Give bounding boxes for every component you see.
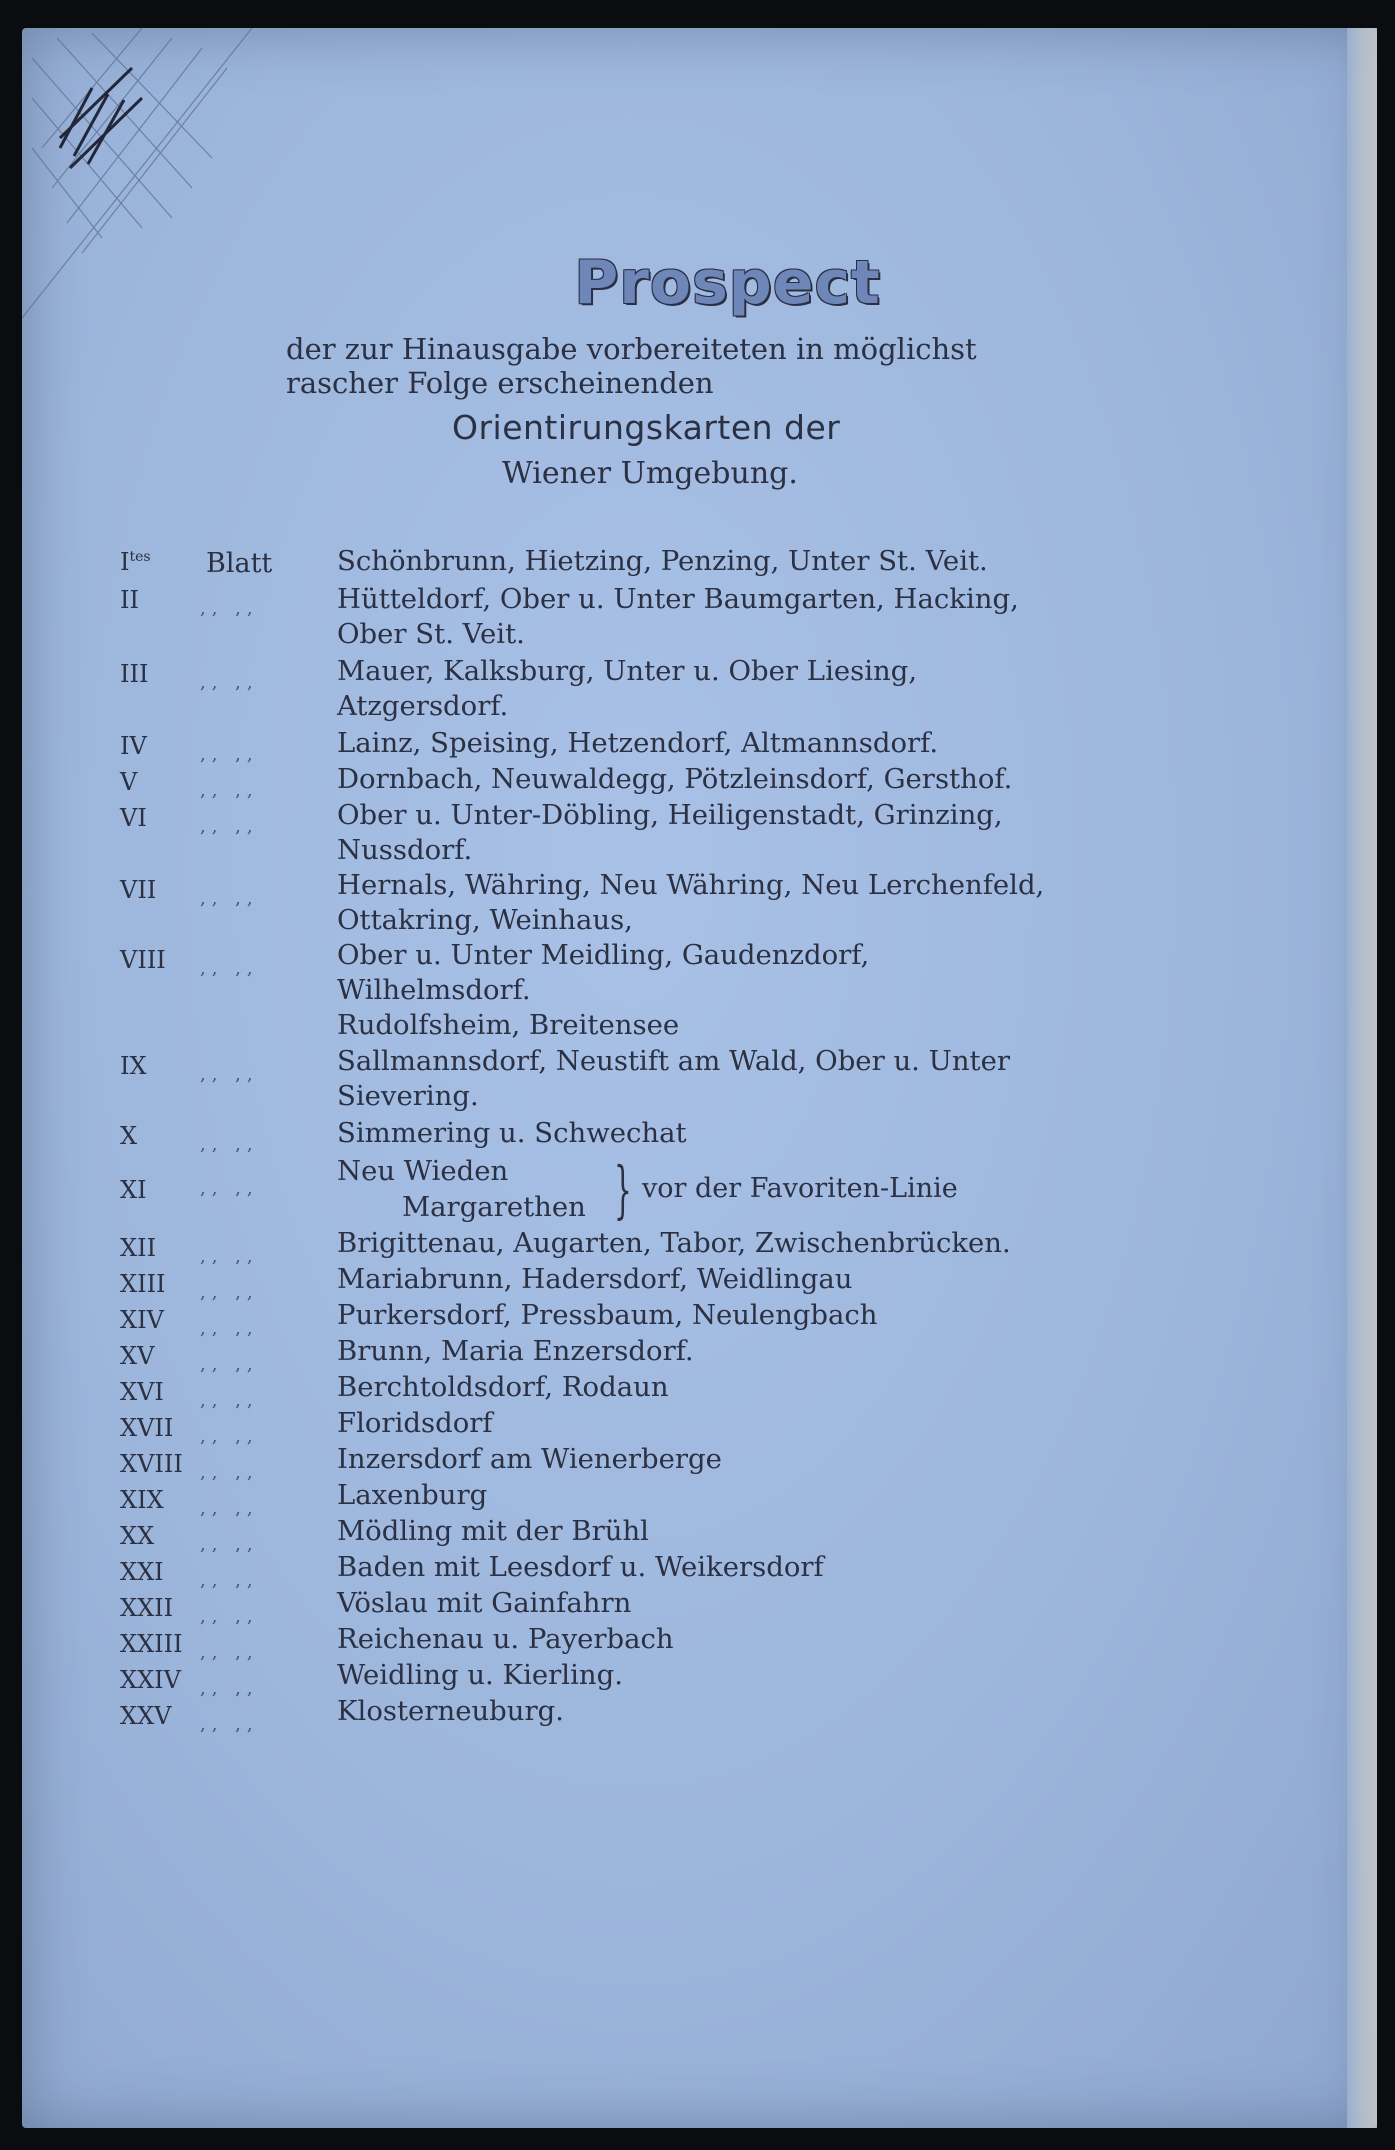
place-names: Inzersdorf am Wienerberge [337,1443,722,1475]
ditto-mark: ,, ,, [200,598,259,619]
ditto-mark: ,, ,, [200,780,259,801]
ditto-mark: ,, ,, [200,816,259,837]
sheet-number: VII [120,876,157,904]
page-title: Prospect [574,248,881,318]
sheet-number: V [120,768,138,796]
ditto-mark: ,, ,, [200,958,259,979]
ditto-mark: ,, ,, [200,1318,259,1339]
ditto-mark: ,, ,, [200,1064,259,1085]
subtitle-line-4: Wiener Umgebung. [502,456,798,491]
spine-edge [1347,28,1377,2128]
place-names: Mödling mit der Brühl [337,1515,649,1547]
sheet-number: XV [120,1342,155,1370]
place-names: Floridsdorf [337,1407,493,1439]
subtitle-line-2: rascher Folge erscheinenden [286,366,714,400]
place-names: Brunn, Maria Enzersdorf. [337,1335,694,1367]
place-names: Baden mit Leesdorf u. Weikersdorf [337,1551,824,1583]
ditto-mark: ,, ,, [200,1678,259,1699]
place-names: Ober u. Unter-Döbling, Heiligenstadt, Grinzing, Nussdorf. [337,799,1003,866]
subtitle-line-3: Orientirungskarten der [452,408,841,447]
sheet-number: VIII [120,946,166,974]
sheet-number: XVII [120,1414,174,1442]
sheet-number: XIII [120,1270,166,1298]
ditto-mark: ,, ,, [200,1426,259,1447]
place-names: Dornbach, Neuwaldegg, Pötzleinsdorf, Gersthof. [337,763,1013,795]
sheet-number: X [120,1122,138,1150]
place-names: Purkersdorf, Pressbaum, Neulengbach [337,1299,878,1331]
place-names: Ober u. Unter Meidling, Gaudenzdorf, Wilhelmsdorf. Rudolfsheim, Breitensee [337,939,870,1041]
sheet-number: VI [120,804,147,832]
place-names: Lainz, Speising, Hetzendorf, Altmannsdorf. [337,727,939,759]
place-names: Hütteldorf, Ober u. Unter Baumgarten, Hacking, Ober St. Veit. [337,583,1019,650]
brace-icon: } [614,1153,632,1226]
sheet-number: XVIII [120,1450,183,1478]
place-names: Weidling u. Kierling. [337,1659,623,1691]
ditto-mark: ,, ,, [200,1534,259,1555]
place-names: Simmering u. Schwechat [337,1117,687,1149]
place-names: Klosterneuburg. [337,1695,564,1727]
sheet-number: XIX [120,1486,164,1514]
brace-note: vor der Favoriten-Linie [642,1173,958,1204]
place-names: Reichenau u. Payerbach [337,1623,674,1655]
ditto-mark: ,, ,, [200,1390,259,1411]
ditto-mark: ,, ,, [200,1246,259,1267]
ditto-mark: ,, ,, [200,1606,259,1627]
ditto-mark: ,, ,, [200,1462,259,1483]
ditto-mark: ,, ,, [200,1354,259,1375]
sheet-number: XXIV [120,1666,181,1694]
place-names: Schönbrunn, Hietzing, Penzing, Unter St. Veit. [337,545,988,577]
subtitle-line-1: der zur Hinausgabe vorbereiteten in möglichst [286,332,977,366]
sheet-number: IV [120,732,147,760]
ditto-mark: ,, ,, [200,1642,259,1663]
sheet-number: XVI [120,1378,164,1406]
sheet-number: XI [120,1176,147,1204]
place-names: Berchtoldsdorf, Rodaun [337,1371,669,1403]
ditto-mark: ,, ,, [200,888,259,909]
sheet-label: Blatt [206,548,273,579]
ditto-mark: ,, ,, [200,744,259,765]
sheet-number: $I^{tes}$ [120,548,151,576]
place-names: Brigittenau, Augarten, Tabor, Zwischenbrücken. [337,1227,1011,1259]
ditto-mark: ,, ,, [200,1498,259,1519]
sheet-number: III [120,660,149,688]
ditto-mark: ,, ,, [200,1570,259,1591]
place-names: Mariabrunn, Hadersdorf, Weidlingau [337,1263,853,1295]
ditto-mark: ,, ,, [200,1282,259,1303]
sheet-number: XXIII [120,1630,183,1658]
place-names: Mauer, Kalksburg, Unter u. Ober Liesing, Atzgersdorf. [337,655,918,722]
sheet-number: II [120,586,139,614]
place-names: Hernals, Währing, Neu Währing, Neu Lerchenfeld, Ottakring, Weinhaus, [337,869,1045,936]
ditto-mark: ,, ,, [200,1178,259,1199]
place-names: Sallmannsdorf, Neustift am Wald, Ober u. Unter Sievering. [337,1045,1011,1112]
sheet-number: IX [120,1052,147,1080]
sheet-number: XXV [120,1702,172,1730]
sheet-number: XX [120,1522,155,1550]
ditto-mark: ,, ,, [200,1714,259,1735]
ditto-mark: ,, ,, [200,1134,259,1155]
sheet-number: XXI [120,1558,164,1586]
place-names: Vöslau mit Gainfahrn [337,1587,632,1619]
sheet-number: XIV [120,1306,164,1334]
ditto-mark: ,, ,, [200,672,259,693]
sheet-number: XXII [120,1594,174,1622]
place-names: Laxenburg [337,1479,488,1511]
sheet-number: XII [120,1234,157,1262]
